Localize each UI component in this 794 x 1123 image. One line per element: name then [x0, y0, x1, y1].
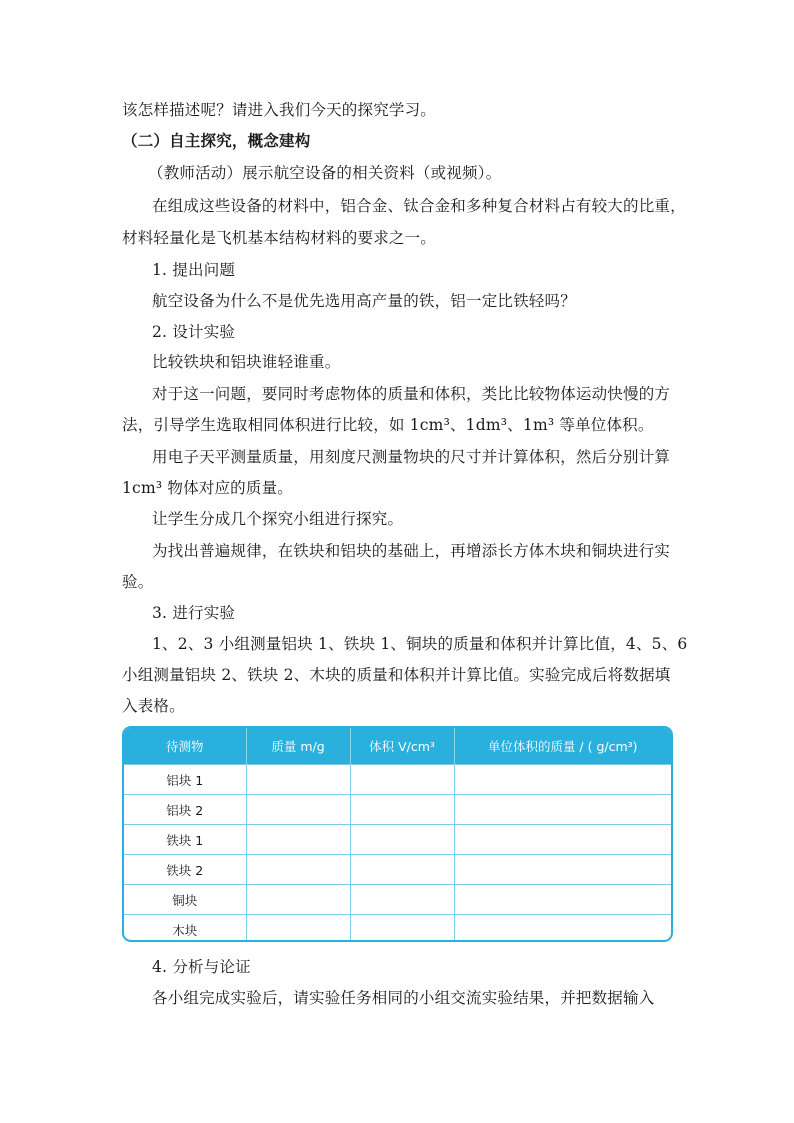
table-cell [350, 765, 454, 795]
table-cell [350, 915, 454, 943]
data-table [122, 726, 673, 942]
header-cell: 单位体积的质量 / ( g/cm³) [454, 728, 671, 765]
table-cell [246, 825, 350, 855]
paragraph-line: 入表格。 [122, 697, 185, 715]
table-row [124, 765, 671, 795]
table-cell: 铝块 1 [124, 765, 246, 795]
paragraph-line: 用电子天平测量质量，用刻度尺测量物块的尺寸并计算体积，然后分别计算 [152, 448, 671, 466]
paragraph-line: 让学生分成几个探究小组进行探究。 [152, 510, 404, 528]
table-cell: 铁块 2 [124, 855, 246, 885]
header-cell: 体积 V/cm³ [350, 728, 454, 765]
step-heading: 4. 分析与论证 [152, 958, 251, 976]
step-heading: 1. 提出问题 [152, 261, 236, 279]
paragraph-line: 对于这一问题，要同时考虑物体的质量和体积，类比比较物体运动快慢的方 [152, 385, 671, 403]
table-cell [454, 855, 671, 885]
table-cell [350, 825, 454, 855]
paragraph-line: 该怎样描述呢？请进入我们今天的探究学习。 [122, 101, 437, 119]
table-row [124, 855, 671, 885]
table-cell [454, 915, 671, 943]
table-row [124, 825, 671, 855]
step-heading: 2. 设计实验 [152, 323, 236, 341]
paragraph-line: 航空设备为什么不是优先选用高产量的铁，铝一定比铁轻吗？ [152, 292, 576, 310]
paragraph-line: 1cm³ 物体对应的质量。 [122, 479, 293, 497]
header-cell: 质量 m/g [246, 728, 350, 765]
measurement-table [124, 728, 671, 942]
table-cell: 铝块 2 [124, 795, 246, 825]
paragraph-line: 比较铁块和铝块谁轻谁重。 [152, 353, 341, 371]
paragraph-line: 材料轻量化是飞机基本结构材料的要求之一。 [122, 229, 437, 247]
step-heading: 3. 进行实验 [152, 604, 236, 622]
table-cell [350, 885, 454, 915]
table-cell [454, 885, 671, 915]
paragraph-line: 在组成这些设备的材料中，铝合金、钛合金和多种复合材料占有较大的比重， [152, 197, 686, 215]
paragraph-line: 法，引导学生选取相同体积进行比较，如 1cm³、1dm³、1m³ 等单位体积。 [122, 416, 654, 434]
table-cell [350, 795, 454, 825]
table-cell: 铜块 [124, 885, 246, 915]
table-row [124, 795, 671, 825]
table-header-row [124, 728, 671, 765]
paragraph-line: 为找出普遍规律，在铁块和铝块的基础上，再增添长方体木块和铜块进行实 [152, 542, 671, 560]
paragraph-line: 小组测量铝块 2、铁块 2、木块的质量和体积并计算比值。实验完成后将数据填 [122, 666, 671, 684]
paragraph-line: 验。 [122, 573, 154, 591]
table-cell [246, 855, 350, 885]
table-cell [454, 825, 671, 855]
table-cell [454, 765, 671, 795]
paragraph-line: 各小组完成实验后，请实验任务相同的小组交流实验结果，并把数据输入 [152, 989, 655, 1007]
header-cell: 待测物 [124, 728, 246, 765]
table-cell [350, 855, 454, 885]
table-row [124, 885, 671, 915]
table-cell: 铁块 1 [124, 825, 246, 855]
table-cell [246, 915, 350, 943]
table-cell [246, 795, 350, 825]
table-cell [454, 795, 671, 825]
table-cell: 木块 [124, 915, 246, 943]
paragraph-line: 1、2、3 小组测量铝块 1、铁块 1、铜块的质量和体积并计算比值，4、5、6 [152, 635, 688, 653]
paragraph-line: （教师活动）展示航空设备的相关资料（或视频）。 [148, 164, 502, 182]
table-cell [246, 765, 350, 795]
section-heading: （二）自主探究，概念建构 [122, 131, 311, 150]
table-cell [246, 885, 350, 915]
table-row [124, 915, 671, 943]
